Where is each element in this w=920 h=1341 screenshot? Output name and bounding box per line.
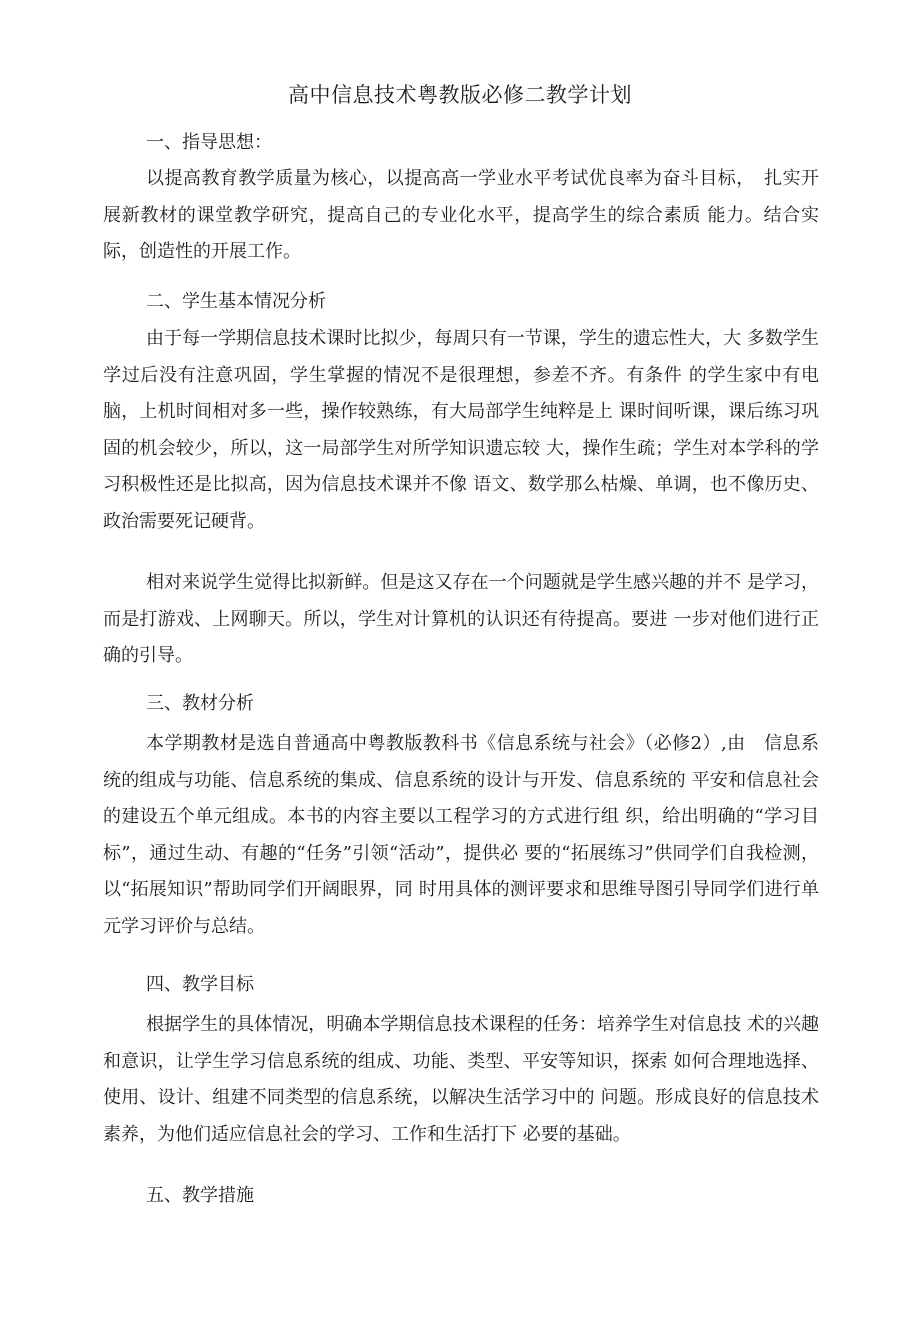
section-heading-student-analysis: 二、学生基本情况分析	[146, 291, 326, 312]
paragraph-teaching-goals: 根据学生的具体情况，明确本学期信息技术课程的任务：培养学生对信息技 术的兴趣和意识，让学生学习信息系统的组成、功能、类型、平安等知识，探索 如何合理地选择、使用、设计、组建不同类型的信息系统，以解决生活学习中的 问题。形成良好的信息技术素养，为他们适应信息社会的学习、工作和生活打下 必要的基础。	[103, 1014, 819, 1145]
section-heading-teaching-goals: 四、教学目标	[146, 974, 254, 995]
section-heading-teaching-measures: 五、教学措施	[146, 1185, 254, 1206]
section-heading-guiding-ideology: 一、指导思想：	[146, 132, 272, 153]
paragraph-guiding-ideology: 以提高教育教学质量为核心，以提高高一学业水平考试优良率为奋斗目标， 扎实开展新教材的课堂教学研究，提高自己的专业化水平，提高学生的综合素质 能力。结合实际，创造性的开展工作。	[103, 168, 819, 262]
document-title: 高中信息技术粤教版必修二教学计划	[288, 83, 632, 107]
paragraph-textbook-analysis: 本学期教材是选自普通高中粤教版教科书《信息系统与社会》（必修2）,由 信息系统的组成与功能、信息系统的集成、信息系统的设计与开发、信息系统的 平安和信息社会的建设五个单元组成。本书的内容主要以工程学习的方式进行组 织，给出明确的“学习目标”，通过生动、有趣的“任务”引领“活动”，提供必 要的“拓展练习”供同学们自我检测，以“拓展知识”帮助同学们开阔眼界，同 时用具体的测评要求和思维导图引导同学们进行单元学习评价与总结。	[103, 733, 819, 937]
paragraph-student-analysis-1: 由于每一学期信息技术课时比拟少，每周只有一节课，学生的遗忘性大，大 多数学生学过后没有注意巩固，学生掌握的情况不是很理想，参差不齐。有条件 的学生家中有电脑，上机时间相对多一些，操作较熟练，有大局部学生纯粹是上 课时间听课，课后练习巩固的机会较少，所以，这一局部学生对所学知识遗忘较 大，操作生疏；学生对本学科的学习积极性还是比拟高，因为信息技术课并不像 语文、数学那么枯燥、单调，也不像历史、政治需要死记硬背。	[103, 328, 819, 532]
section-heading-textbook-analysis: 三、教材分析	[146, 693, 254, 714]
paragraph-student-analysis-2: 相对来说学生觉得比拟新鲜。但是这又存在一个问题就是学生感兴趣的并不 是学习，而是打游戏、上网聊天。所以，学生对计算机的认识还有待提高。要进 一步对他们进行正确的引导。	[103, 572, 819, 666]
